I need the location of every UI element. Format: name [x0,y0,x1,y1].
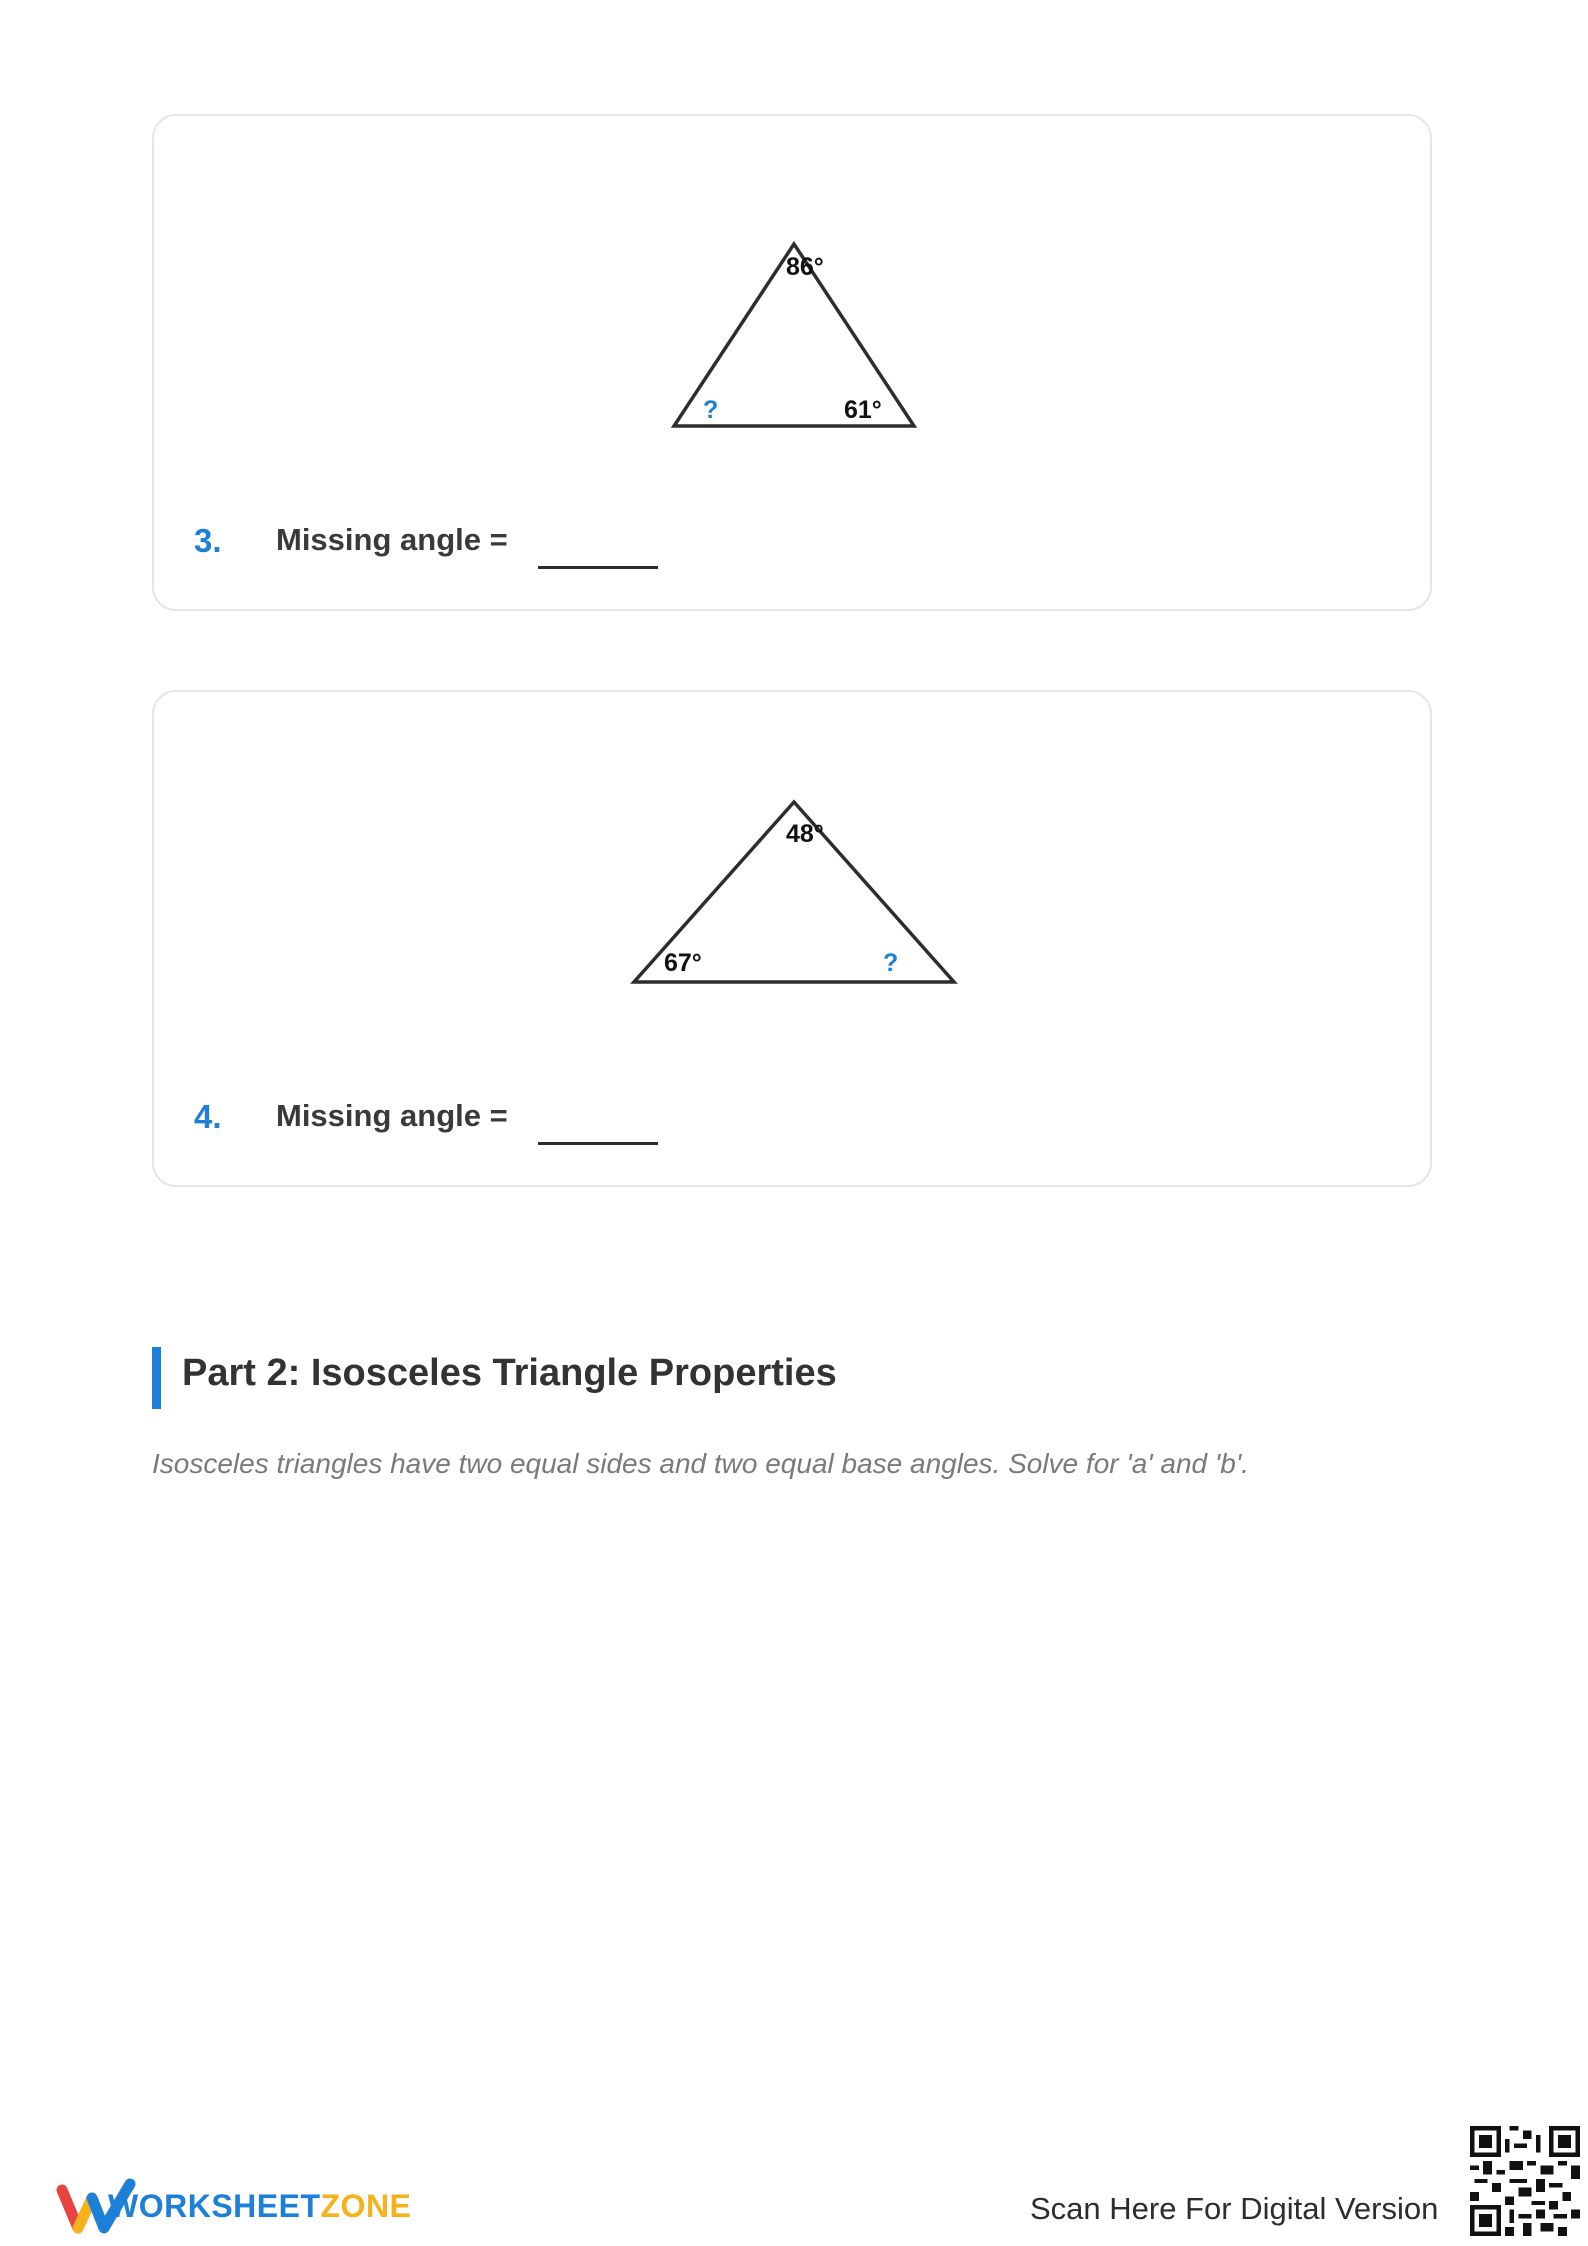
angle-top-3: 86° [786,253,824,281]
question-label: Missing angle = [276,522,508,557]
brand-part-1: WORKSHEET [108,2188,321,2224]
angle-top-4: 48° [786,820,824,848]
brand-part-2: ZONE [320,2188,412,2224]
question-number: 4. [194,1098,222,1135]
question-card-4 [152,690,1432,1187]
scan-text: Scan Here For Digital Version [1030,2191,1439,2226]
angle-right-3: 61° [844,396,882,424]
question-card-3 [152,114,1432,611]
brand-name [108,2188,411,2225]
answer-blank-3[interactable] [538,566,658,569]
angle-right-4: ? [883,949,899,977]
angle-left-4: 67° [664,949,702,977]
answer-blank-4[interactable] [538,1142,658,1145]
section-accent-bar [152,1347,161,1409]
angle-left-3: ? [703,396,719,424]
question-number: 3. [194,522,222,559]
section-title: Part 2: Isosceles Triangle Properties [182,1352,837,1394]
question-label: Missing angle = [276,1098,508,1133]
qr-code-icon[interactable] [1470,2126,1580,2236]
section-subtitle: Isosceles triangles have two equal sides and two equal base angles. Solve for 'a' and 'b'. [152,1448,1249,1479]
